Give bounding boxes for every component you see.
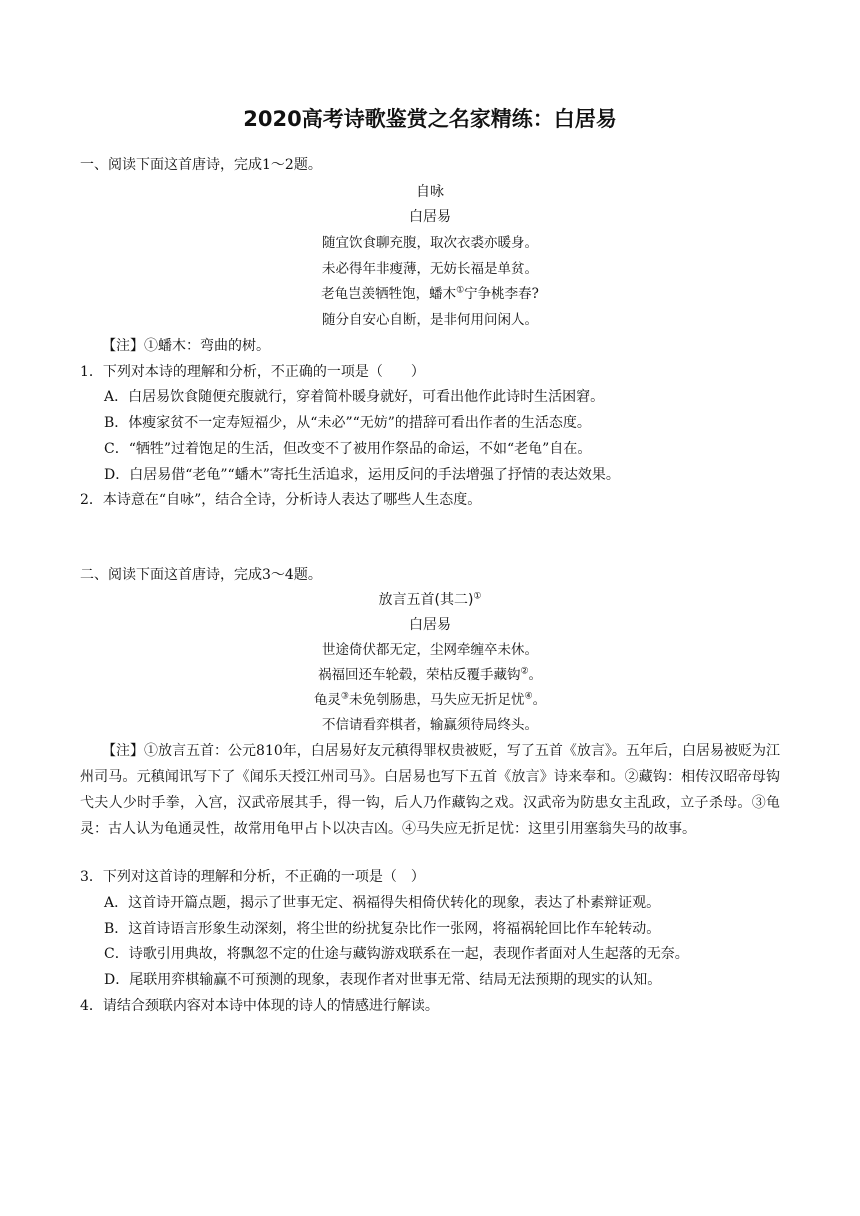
poem-1-line-3 (0, 281, 860, 307)
poem-2-title-text: 放言五首(其二) (378, 592, 474, 608)
question-3-stem: 3．下列对这首诗的理解和分析，不正确的一项是（ ） (80, 869, 425, 885)
poem-2-line-2-end: 。 (528, 667, 543, 683)
poem-2-title (0, 587, 860, 613)
poem-2-author: 白居易 (409, 617, 451, 633)
document-title: 2020高考诗歌鉴赏之名家精练：白居易 (243, 107, 617, 131)
question-1-option-b: B．体瘦家贫不一定寿短福少，从“未必”“无妨”的措辞可看出作者的生活态度。 (104, 415, 591, 431)
poem-2-line-4: 不信请看弈棋者，输赢须待局终头。 (322, 717, 538, 733)
footnote-mark-1: ① (456, 285, 465, 296)
footnote-mark-3: ③ (340, 691, 349, 702)
poem-1-note: 【注】①蟠木：弯曲的树。 (102, 338, 270, 354)
section-2-heading: 二、阅读下面这首唐诗，完成3～4题。 (80, 567, 322, 583)
poem-2-line-2 (0, 662, 860, 688)
question-3-option-c: C．诗歌引用典故，将飘忽不定的仕途与藏钩游戏联系在一起，表现作者面对人生起落的无奈。 (104, 946, 689, 962)
poem-2-line-3-text-a: 龟灵 (313, 692, 341, 708)
poem-1-line-3-part-b: 宁争桃李春? (464, 286, 539, 302)
poem-1-line-3-part-a: 老龟岂羡牺牲饱，蟠木 (321, 286, 457, 302)
question-1-stem: 1．下列对本诗的理解和分析，不正确的一项是（ ） (80, 364, 425, 380)
poem-2-line-2-text: 祸福回还车轮毂，荣枯反覆手藏钩 (317, 667, 521, 683)
poem-2-note: 【注】①放言五首：公元810年，白居易好友元稹得罪权贵被贬，写了五首《放言》。五年后，白居易被贬为江州司马。元稹闻讯写下了《闻乐天授江州司马》。白居易也写下五首《放言》诗来奉和。②藏钩：相传汉昭帝母钩弋夫人少时手拳，入宫，汉武帝展其手，得一钩，后人乃作藏钩之戏。汉武帝为防患女主乱政，立子杀母。③龟灵：古人认为龟通灵性，故常用龟甲占卜以决吉凶。④马失应无折足忧：这里引用塞翁失马的故事。 (80, 743, 780, 837)
footnote-mark-title: ① (473, 591, 482, 602)
question-2: 2．本诗意在“自咏”，结合全诗，分析诗人表达了哪些人生态度。 (80, 492, 482, 508)
poem-1-line-2: 未必得年非瘦薄，无妨长福是单贫。 (322, 261, 538, 277)
question-1-option-a: A．白居易饮食随便充腹就行，穿着简朴暖身就好，可看出他作此诗时生活困窘。 (104, 389, 605, 405)
poem-1-author: 白居易 (409, 209, 451, 225)
question-4: 4．请结合颈联内容对本诗中体现的诗人的情感进行解读。 (80, 998, 439, 1014)
poem-1-line-1: 随宜饮食聊充腹，取次衣裘亦暖身。 (322, 235, 538, 251)
question-1-option-d: D．白居易借“老龟”“蟠木”寄托生活追求，运用反问的手法增强了抒情的表达效果。 (104, 467, 620, 483)
question-3-option-a: A．这首诗开篇点题，揭示了世事无定、祸福得失相倚伏转化的现象，表达了朴素辩证观。 (104, 895, 661, 911)
footnote-mark-2: ② (520, 666, 529, 677)
question-1-option-c: C．“牺牲”过着饱足的生活，但改变不了被用作祭品的命运，不如“老龟”自在。 (104, 441, 592, 457)
poem-2-line-3-end: 。 (532, 692, 547, 708)
section-1-heading: 一、阅读下面这首唐诗，完成1～2题。 (80, 157, 322, 173)
question-3-option-b: B．这首诗语言形象生动深刻，将尘世的纷扰复杂比作一张网，将福祸轮回比作车轮转动。 (104, 921, 661, 937)
poem-2-line-3 (0, 687, 860, 713)
poem-1-line-4: 随分自安心自断，是非何用问闲人。 (322, 312, 538, 328)
poem-1-title: 自咏 (416, 184, 444, 200)
poem-2-line-1: 世途倚伏都无定，尘网牵缠卒未休。 (322, 642, 538, 658)
poem-2-line-3-text-b: 未免刳肠患，马失应无折足忧 (349, 692, 525, 708)
footnote-mark-4: ④ (524, 691, 533, 702)
question-3-option-d: D．尾联用弈棋输赢不可预测的现象，表现作者对世事无常、结局无法预期的现实的认知。 (104, 972, 662, 988)
